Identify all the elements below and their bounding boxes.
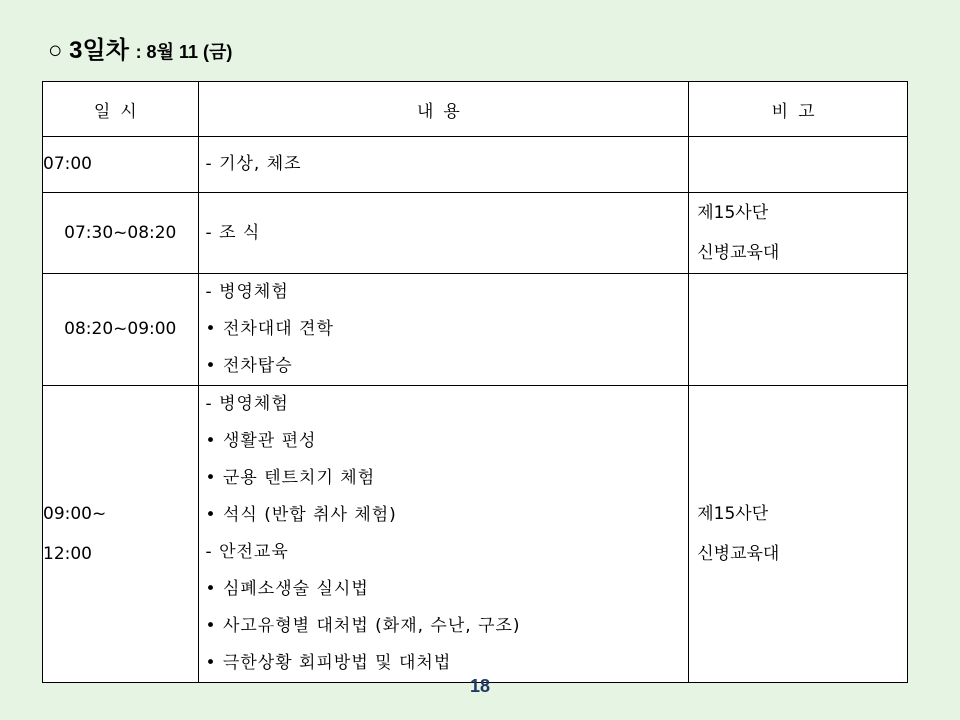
content-line: • 석식 (반합 취사 체험) — [205, 505, 397, 525]
content-line: - 병영체험 — [205, 282, 289, 302]
day-label: 3일차 — [69, 37, 129, 64]
table-row — [43, 137, 908, 193]
note-cell — [689, 137, 908, 193]
note-line: 제15사단 — [697, 504, 769, 524]
circle-bullet-icon: ○ — [48, 37, 63, 64]
header-note: 비고 — [689, 82, 908, 137]
time-text: 09:00~ — [43, 504, 107, 524]
table-row — [43, 193, 908, 274]
note-line: 신병교육대 — [697, 544, 780, 564]
content-cell — [198, 137, 689, 193]
page-title — [48, 30, 232, 65]
note-cell — [689, 193, 908, 274]
content-line: • 심폐소생술 실시법 — [205, 579, 369, 599]
note-line: 신병교육대 — [697, 243, 780, 263]
table-row — [43, 386, 908, 683]
content-cell — [198, 193, 689, 274]
schedule-table — [42, 81, 908, 683]
page-number-text: 18 — [469, 676, 491, 696]
time-text: 07:00 — [43, 154, 92, 174]
note-line: 제15사단 — [697, 203, 769, 223]
time-cell — [43, 137, 199, 193]
header-content: 내용 — [198, 82, 689, 137]
time-cell — [43, 386, 199, 683]
content-line: • 전차탑승 — [205, 356, 293, 376]
time-cell — [43, 274, 199, 386]
content-line: • 극한상황 회피방법 및 대처법 — [205, 653, 452, 673]
time-text: 07:30~08:20 — [64, 222, 177, 243]
content-line: • 군용 텐트치기 체험 — [205, 468, 376, 488]
content-line: - 안전교육 — [205, 542, 289, 562]
table-row — [43, 274, 908, 386]
content-line: • 전차대대 견학 — [205, 319, 334, 339]
content-cell — [198, 274, 689, 386]
note-cell — [689, 386, 908, 683]
note-cell — [689, 274, 908, 386]
header-time: 일시 — [43, 82, 199, 137]
content-line: • 생활관 편성 — [205, 431, 317, 451]
content-line: - 병영체험 — [205, 394, 289, 414]
time-text: 08:20~09:00 — [64, 319, 177, 339]
content-line: - 기상, 체조 — [205, 154, 302, 174]
date-label: : 8월 11 (금) — [135, 42, 233, 62]
table-header-row — [43, 82, 908, 137]
page-number — [0, 676, 960, 697]
time-text: 12:00 — [43, 544, 92, 564]
content-line: - 조 식 — [205, 222, 261, 243]
content-line: • 사고유형별 대처법 (화재, 수난, 구조) — [205, 616, 521, 636]
time-cell — [43, 193, 199, 274]
content-cell — [198, 386, 689, 683]
